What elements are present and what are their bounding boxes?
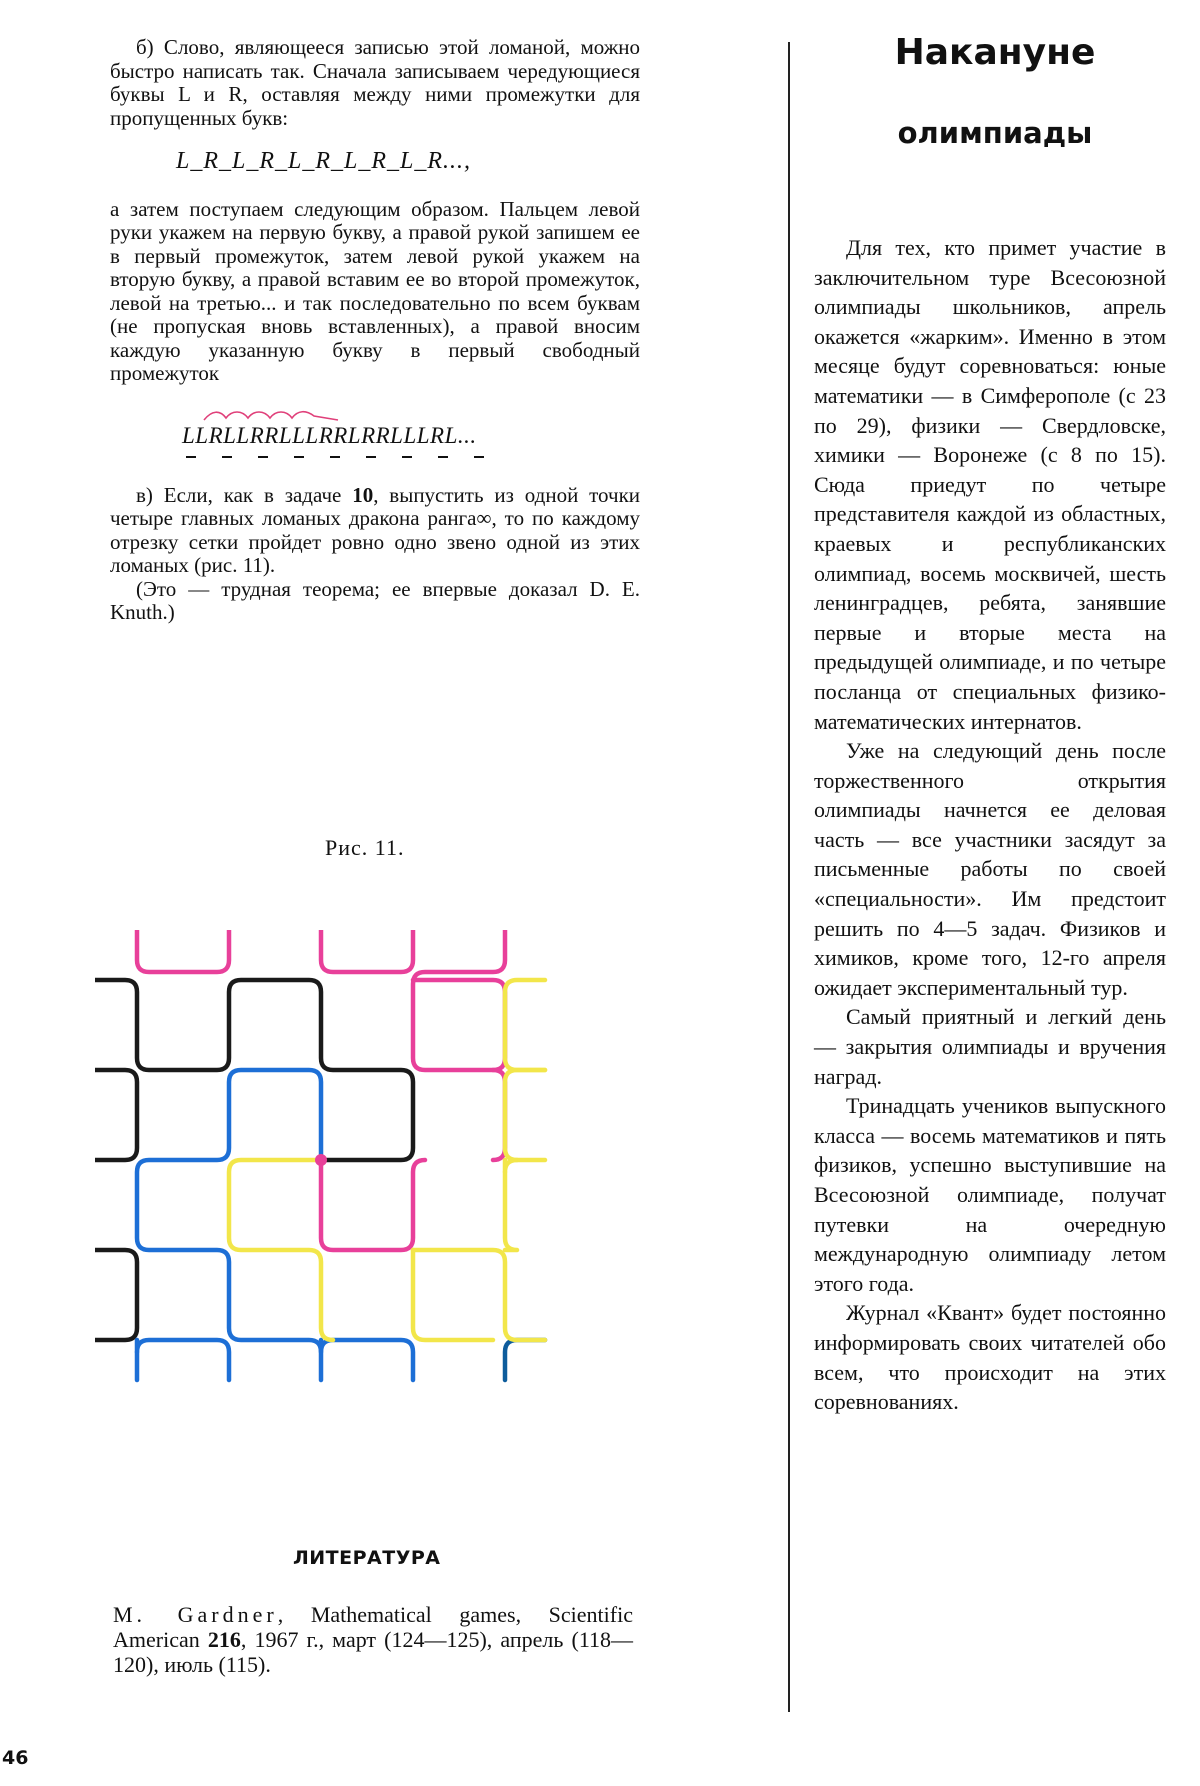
dragon-curves-figure (95, 930, 635, 1460)
left-column (110, 36, 640, 625)
black-curve (95, 1070, 137, 1160)
reference-volume: 216 (207, 1627, 241, 1652)
article-paragraph: Журнал «Квант» будет постоянно информировать своих читателей обо всем, что происходит на этих соревнованиях. (814, 1300, 1166, 1415)
yellow-curve (413, 1250, 493, 1340)
magenta-curve (413, 930, 505, 1160)
yellow-curve (505, 1070, 545, 1160)
dragon-word: LLRLLRRLLLRRLRRLLLRL... (182, 422, 477, 448)
yellow-curve (505, 1172, 517, 1250)
literature-heading: ЛИТЕРАТУРА (293, 1547, 441, 1569)
paragraph-b: б) Слово, являющееся записью этой ломаной, можно быстро написать так. Сначала записываем чередующиеся буквы L и R, оставляя между ними промежутки для пропущенных букв: (110, 35, 640, 130)
article-paragraph: Для тех, кто примет участие в заключительном туре Всесоюзной олимпиады школьников, апрель окажется «жарким». Именно в этом месяце будут соревноваться: юные математики — в Симферополе (с 23 по 29), физики — Свердловске, химики — Воронеже (с 8 по 15). Сюда приедут по четыре представителя каждой из областных, краевых и республиканских олимпиад, восемь москвичей, шесть ленинградцев, ребята, занявшие первые и вторые места на предыдущей олимпиаде, и по четыре посланца от специальных физико-математических интернатов. (814, 235, 1166, 734)
paragraph-v: в) Если, как в задаче 10, выпустить из одной точки четыре главных ломаных дракона ранга∞, то по каждому отрезку сетки пройдет ровно одно звено одной из этих ломаных (рис. 11). (110, 482, 641, 577)
gap-dashes (182, 454, 492, 460)
article-title-line2: олимпиады (897, 116, 1093, 150)
article-paragraph: Тринадцать учеников выпускного класса — восемь математиков и пять физиков, успешно выступившие на Всесоюзной олимпиаде, получат путевки на очередную международную олимпиаду летом этого года. (814, 1093, 1166, 1296)
yellow-curve (229, 1160, 333, 1340)
page-number: 46 (2, 1747, 29, 1769)
magenta-curve (321, 930, 413, 972)
paragraph-note: (Это — трудная теорема; ее впервые доказал D. E. Knuth.) (110, 576, 640, 624)
yellow-curve (505, 980, 545, 1070)
blue-curve (137, 1340, 229, 1380)
insertion-loops-icon (202, 408, 342, 424)
problem-number: 10 (352, 482, 374, 507)
literature-reference: M. Gardner, Mathematical games, Scientific American 216, 1967 г., март (124—125), апрель (118—120), июль (115). (113, 1602, 634, 1677)
article-title: Накануне (894, 32, 1096, 73)
article-paragraph: Самый приятный и легкий день — закрытия олимпиады и вручения наград. (814, 1004, 1166, 1089)
reference-author: M. Gardner (113, 1602, 278, 1627)
magenta-curve (321, 1160, 425, 1250)
formula-lr: L_R_L_R_L_R_L_R_L_R..., (176, 148, 472, 174)
yellow-curve (505, 1160, 545, 1172)
blue-curve (321, 1340, 413, 1380)
yellow-curve (413, 1250, 545, 1340)
black-curve (95, 1250, 137, 1340)
blue-curve (505, 1340, 545, 1380)
column-divider (788, 42, 790, 1712)
origin-dot (315, 1154, 327, 1166)
paragraph-b-continued: а затем поступаем следующим образом. Пальцем левой руки укажем на первую букву, а правой рукой запишем ее в первый промежуток, затем левой рукой укажем на вторую букву, а правой вставим ее во второй промежуток, левой на третью... и так последовательно по всем буквам (не пропуская вновь вставленных), а правой вносим каждую указанную букву в первый свободный промежуток (110, 196, 640, 385)
magenta-curve (137, 930, 229, 972)
figure-caption: Рис. 11. (325, 835, 405, 860)
dragon-word-block (182, 408, 640, 466)
magenta-curve (413, 980, 505, 1070)
article-paragraph: Уже на следующий день после торжественного открытия олимпиады начнется ее деловая часть — все участники засядут за письменные работы по своей «специальности». Им предстоит решить по 4—5 задач. Физиков и химиков, кроме того, 12-го апреля ожидает экспериментальный тур. (814, 738, 1166, 1000)
right-column (814, 233, 1166, 1417)
